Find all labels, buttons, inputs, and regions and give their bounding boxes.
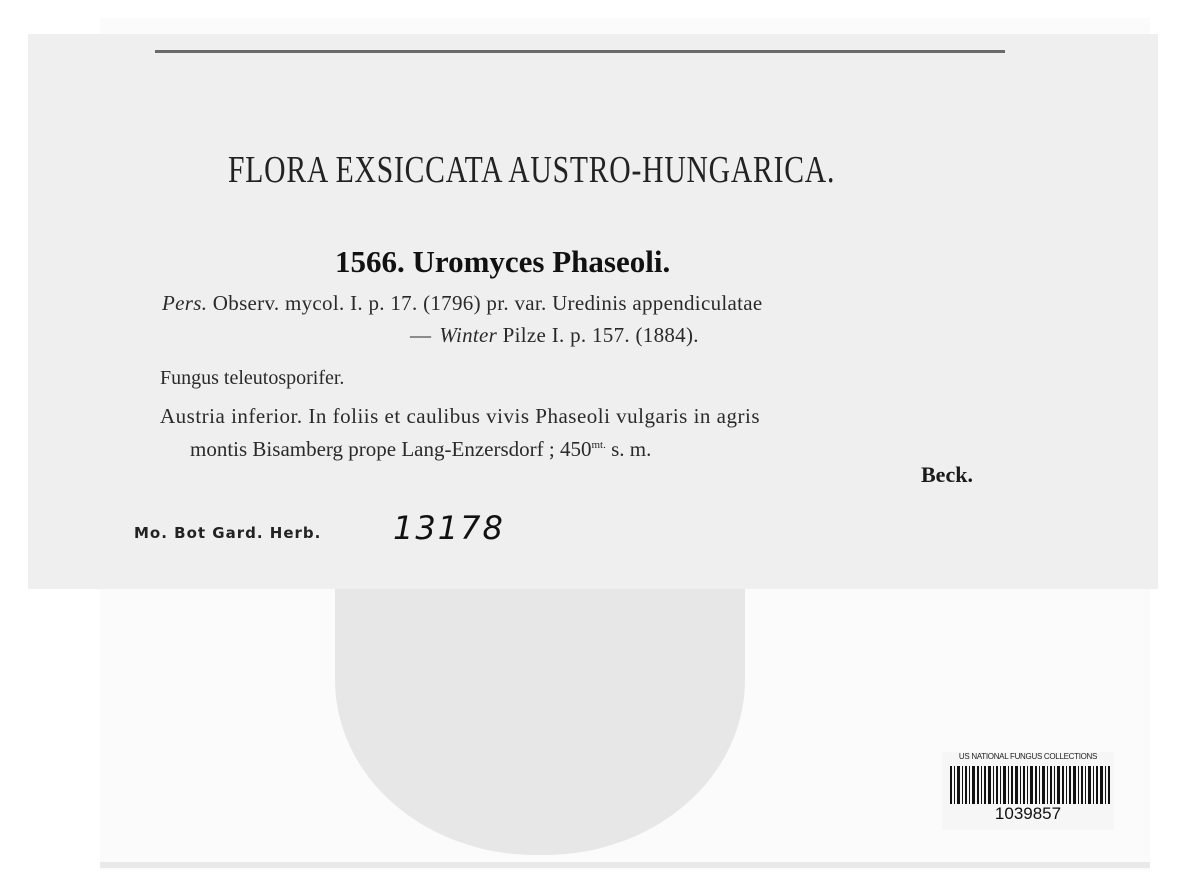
locality-line-2: [190, 437, 651, 462]
citation-dash: —: [410, 323, 432, 347]
citation-author-2: Winter: [439, 323, 498, 347]
citation-line-2: [410, 323, 699, 348]
elevation-unit: mt.: [591, 439, 606, 451]
locality-text: montis Bisamberg prope Lang-Enzersdorf ; 450: [190, 437, 592, 461]
citation-line-1: [162, 291, 763, 316]
accession-number: 13178: [393, 509, 505, 547]
sheet-bottom-edge: [100, 862, 1150, 868]
species-name: 1566. Uromyces Phaseoli.: [335, 244, 671, 279]
label-top-rule: [155, 50, 1005, 53]
barcode-label: [942, 752, 1114, 830]
locality-line-1: Austria inferior. In foliis et caulibus vivis Phaseoli vulgaris in agris: [160, 404, 760, 428]
fungus-type: Fungus teleutosporifer.: [160, 367, 345, 389]
barcode-icon: [950, 766, 1110, 804]
herbarium-stamp: Mo. Bot Gard. Herb.: [134, 524, 322, 542]
citation-text-2: Pilze I. p. 157. (1884).: [497, 323, 699, 347]
citation-author-1: Pers.: [162, 291, 208, 315]
barcode-header: US NATIONAL FUNGUS COLLECTIONS: [958, 752, 1098, 761]
barcode-number: 1039857: [994, 804, 1062, 823]
collector-name: Beck.: [921, 462, 973, 487]
label-title: FLORA EXSICCATA AUSTRO-HUNGARICA.: [228, 149, 836, 191]
citation-text-1: Observ. mycol. I. p. 17. (1796) pr. var. Uredinis appendiculatae: [207, 291, 763, 315]
locality-after: s. m.: [605, 437, 652, 461]
